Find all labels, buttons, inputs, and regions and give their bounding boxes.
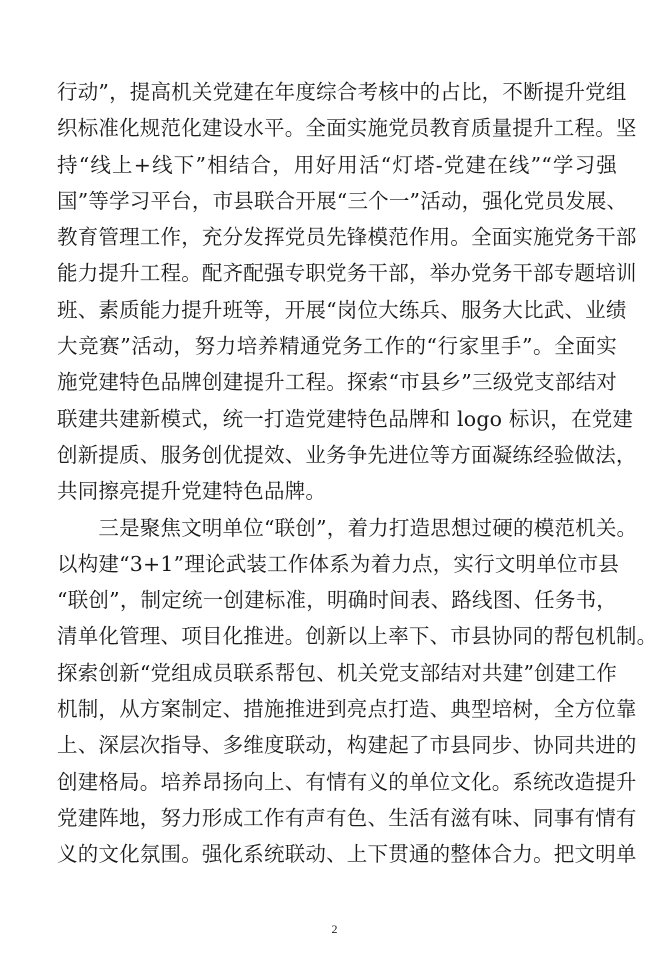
text-line-21: 党建阵地，努力形成工作有声有色、生活有滋有味、同事有情有 bbox=[57, 805, 637, 830]
text-line-15: “联创”，制定统一创建标准，明确时间表、路线图、任务书， bbox=[57, 588, 617, 613]
text-line-19: 上、深层次指导、多维度联动，构建起了市县同步、协同共进的 bbox=[57, 733, 637, 758]
text-line-14: 以构建“3+1”理论武装工作体系为着力点，实行文明单位市县 bbox=[57, 551, 620, 576]
body-text bbox=[57, 74, 658, 873]
text-line-8: 大竞赛”活动，努力培养精通党务工作的“行家里手”。全面实 bbox=[57, 334, 617, 359]
text-line-10: 联建共建新模式，统一打造党建特色品牌和 logo 标识，在党建 bbox=[57, 406, 634, 431]
text-line-17: 探索创新“党组成员联系帮包、机关党支部结对共建”创建工作 bbox=[57, 660, 617, 685]
page-number: 2 bbox=[331, 922, 338, 936]
text-line-1: 行动”，提高机关党建在年度综合考核中的占比，不断提升党组 bbox=[57, 80, 627, 104]
text-line-7: 班、素质能力提升班等，开展“岗位大练兵、服务大比武、业绩 bbox=[57, 297, 627, 322]
text-line-9: 施党建特色品牌创建提升工程。探索“市县乡”三级党支部结对 bbox=[57, 370, 617, 395]
text-line-3: 持“线上+线下”相结合，用好用活“灯塔-党建在线”“学习强 bbox=[57, 152, 617, 177]
text-line-2: 织标准化规范化建设水平。全面实施党员教育质量提升工程。坚 bbox=[57, 116, 637, 141]
text-line-22: 义的文化氛围。强化系统联动、上下贯通的整体合力。把文明单 bbox=[57, 842, 637, 867]
text-line-4: 国”等学习平台，市县联合开展“三个一”活动，强化党员发展、 bbox=[57, 188, 628, 213]
text-line-16: 清单化管理、项目化推进。创新以上率下、市县协同的帮包机制。 bbox=[57, 624, 658, 649]
text-line-13: 三是聚焦文明单位“联创”，着力打造思想过硬的模范机关。 bbox=[57, 515, 638, 540]
text-line-11: 创新提质、服务创优提效、业务争先进位等方面凝练经验做法， bbox=[57, 442, 637, 467]
text-line-6: 能力提升工程。配齐配强专职党务干部，举办党务干部专题培训 bbox=[57, 261, 637, 286]
text-line-12: 共同擦亮提升党建特色品牌。 bbox=[57, 479, 327, 504]
text-line-20: 创建格局。培养昂扬向上、有情有义的单位文化。系统改造提升 bbox=[57, 769, 637, 794]
text-line-5: 教育管理工作，充分发挥党员先锋模范作用。全面实施党务干部 bbox=[57, 225, 637, 250]
text-line-18: 机制，从方案制定、措施推进到亮点打造、典型培树，全方位靠 bbox=[57, 697, 637, 722]
